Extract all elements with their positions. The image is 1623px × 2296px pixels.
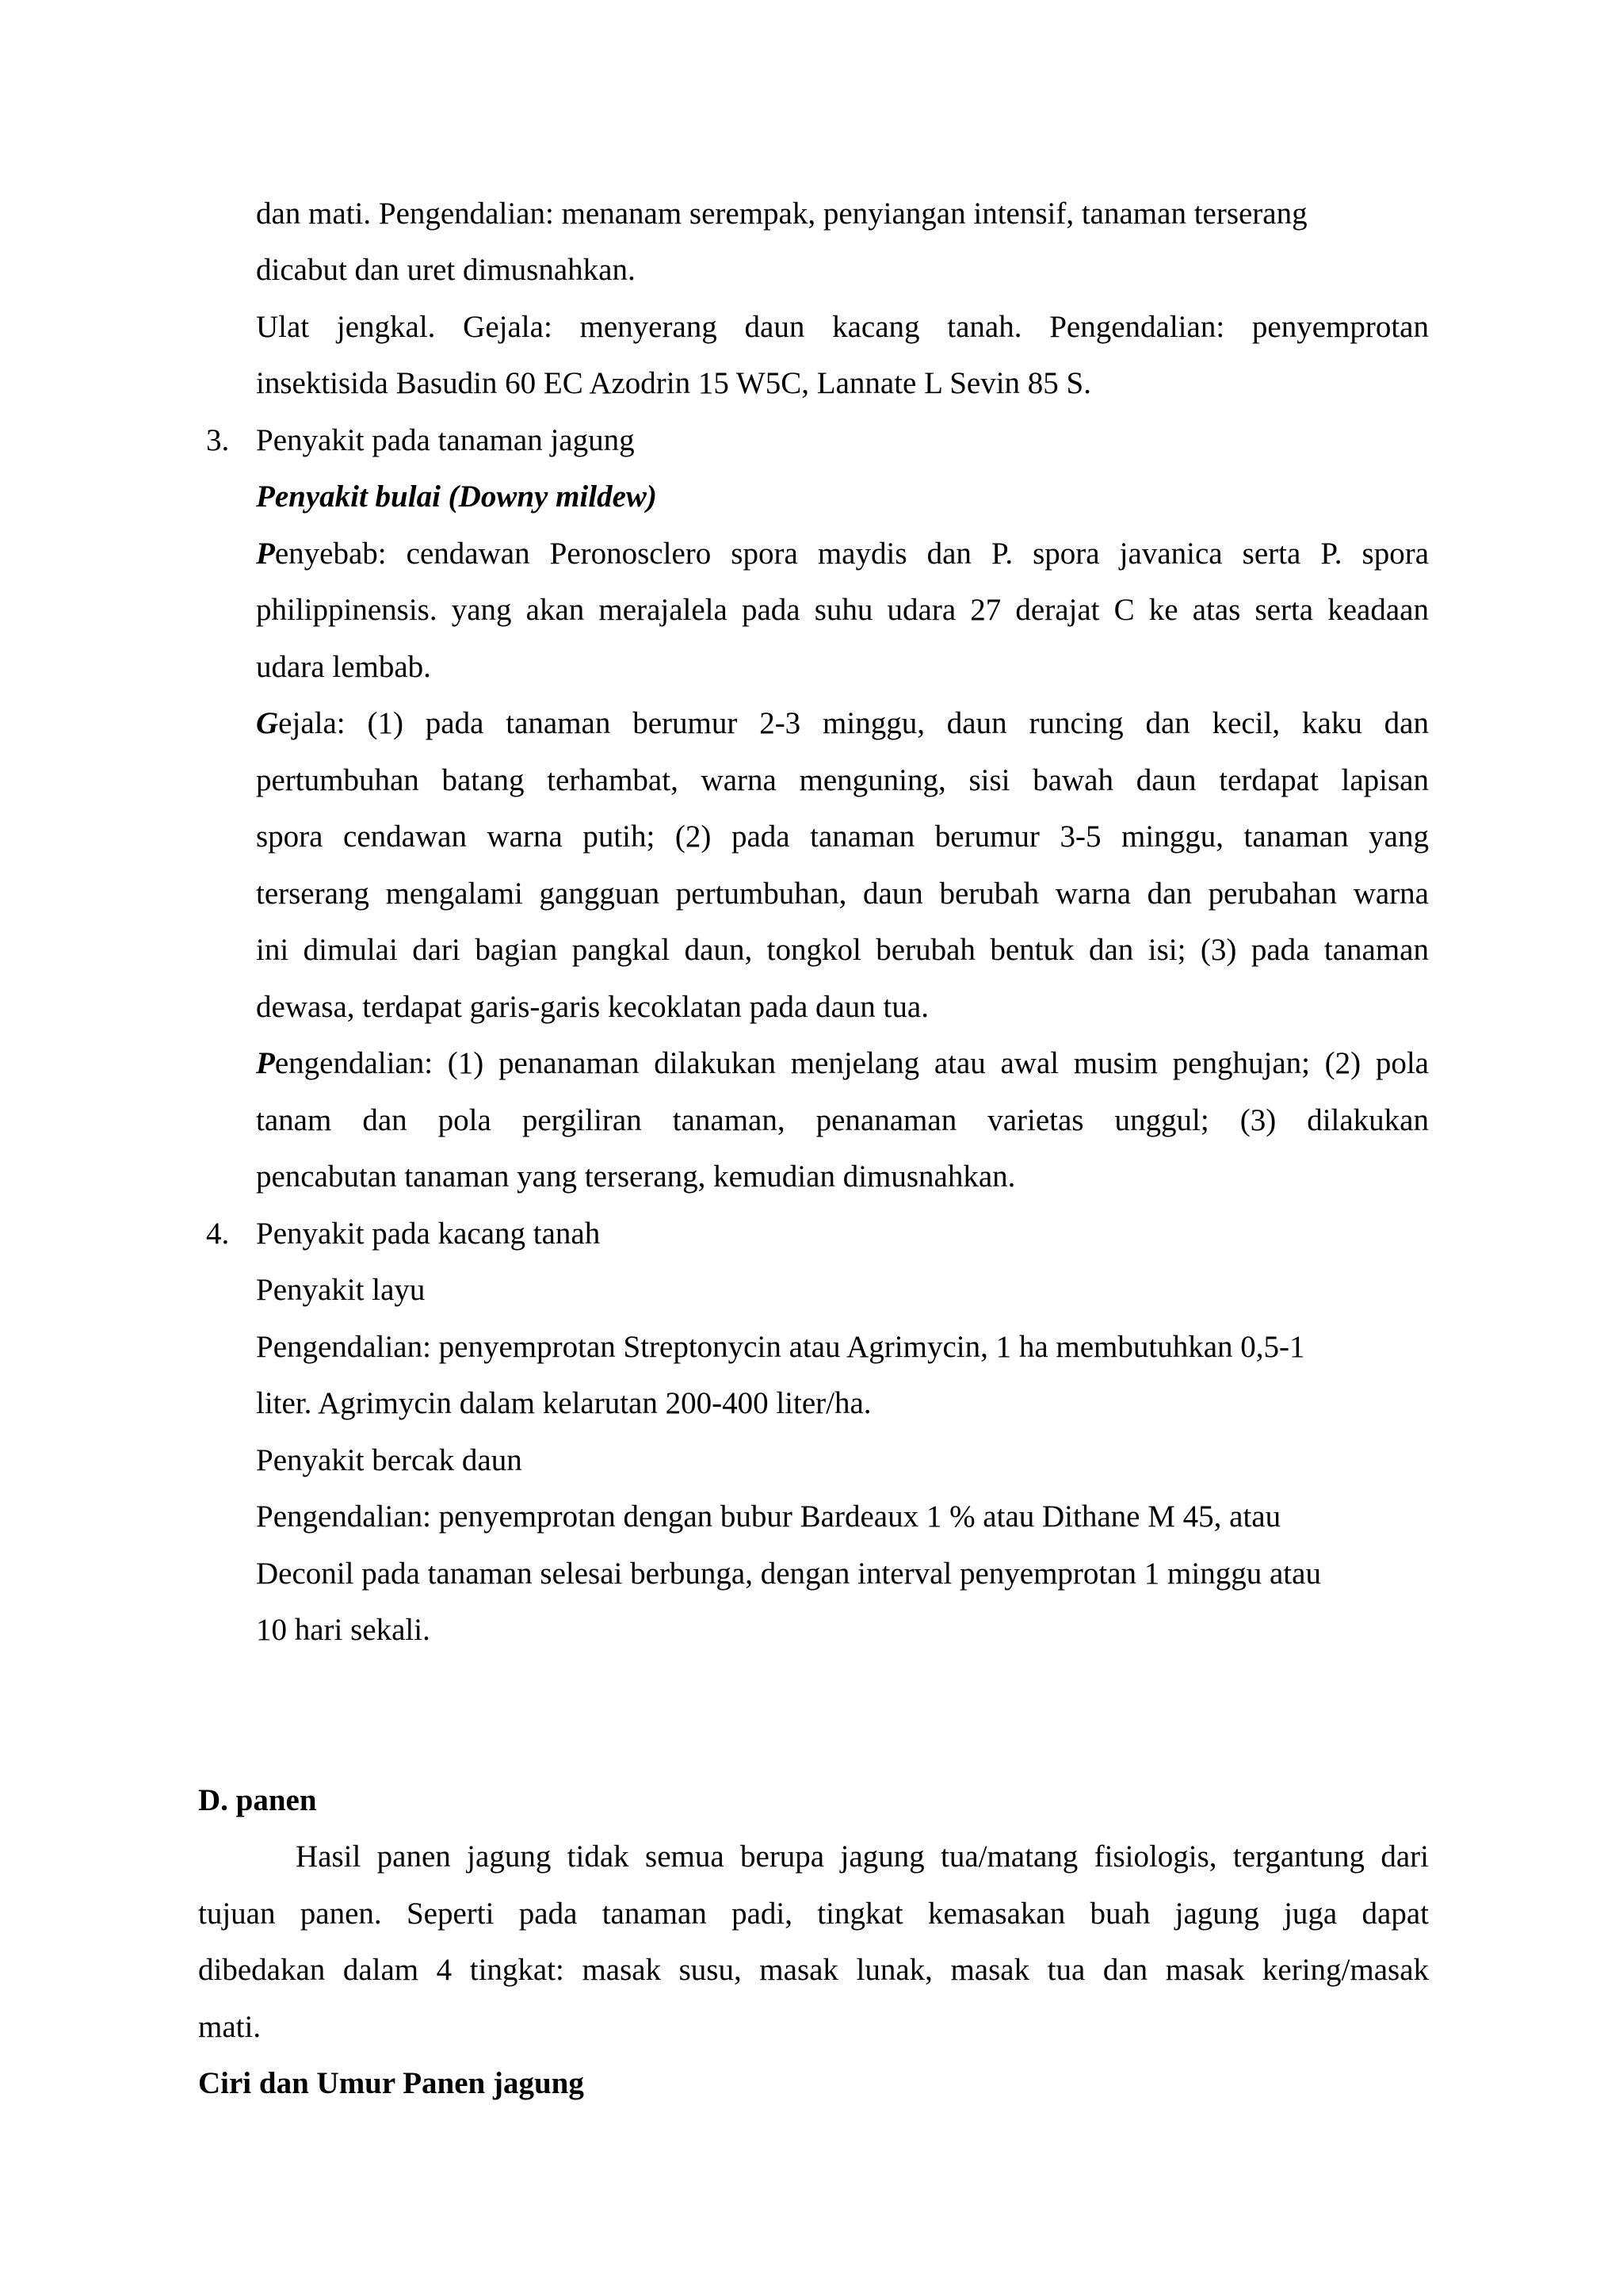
list-heading: Penyakit pada kacang tanah xyxy=(256,1217,601,1251)
text-line: Ulat jengkal. Gejala: menyerang daun kacang tanah. Pengendalian: penyemprotan xyxy=(256,310,1429,344)
text-line: Pengendalian: penyemprotan dengan bubur Bardeaux 1 % atau Dithane M 45, atau xyxy=(256,1499,1281,1534)
list-number: 4. xyxy=(206,1217,230,1251)
initial-letter: P xyxy=(256,1046,275,1080)
text-line: Deconil pada tanaman selesai berbunga, dengan interval penyemprotan 1 minggu atau xyxy=(256,1557,1321,1591)
text-line: ini dimulai dari bagian pangkal daun, tongkol berubah bentuk dan isi; (3) pada tanaman xyxy=(256,933,1429,967)
paragraph-line: Hasil panen jagung tidak semua berupa jagung tua/matang fisiologis, tergantung dari xyxy=(296,1839,1429,1874)
text-span: engendalian: (1) penanaman dilakukan menjelang atau awal musim penghujan; (2) pola xyxy=(274,1046,1429,1080)
text-line: pencabutan tanaman yang terserang, kemudian dimusnahkan. xyxy=(256,1159,1016,1194)
text-line xyxy=(256,535,1429,573)
list-heading: Penyakit pada tanaman jagung xyxy=(256,423,635,457)
section-heading: D. panen xyxy=(198,1783,317,1817)
text-line: tanam dan pola pergiliran tanaman, penanaman varietas unggul; (3) dilakukan xyxy=(256,1103,1429,1137)
text-line: spora cendawan warna putih; (2) pada tanaman berumur 3-5 minggu, tanaman yang xyxy=(256,819,1429,854)
text-line: dewasa, terdapat garis-garis kecoklatan pada daun tua. xyxy=(256,990,929,1024)
text-line: Penyakit layu xyxy=(256,1273,426,1307)
text-line xyxy=(256,705,1429,743)
text-line: 10 hari sekali. xyxy=(256,1613,430,1647)
initial-letter: P xyxy=(256,537,275,571)
disease-heading: Penyakit bulai (Downy mildew) xyxy=(256,479,657,514)
section-heading: Ciri dan Umur Panen jagung xyxy=(198,2066,584,2100)
text-line: insektisida Basudin 60 EC Azodrin 15 W5C, Lannate L Sevin 85 S. xyxy=(256,366,1091,400)
list-number: 3. xyxy=(206,423,230,457)
text-line: pertumbuhan batang terhambat, warna menguning, sisi bawah daun terdapat lapisan xyxy=(256,763,1429,797)
initial-letter: G xyxy=(256,706,279,740)
text-line: dan mati. Pengendalian: menanam serempak, penyiangan intensif, tanaman terserang xyxy=(256,197,1308,231)
text-line: udara lembab. xyxy=(256,650,431,684)
text-line: philippinensis. yang akan merajalela pada suhu udara 27 derajat C ke atas serta keadaan xyxy=(256,593,1429,627)
text-line xyxy=(256,1045,1429,1083)
paragraph-line: tujuan panen. Seperti pada tanaman padi, tingkat kemasakan buah jagung juga dapat xyxy=(198,1897,1429,1931)
text-line: Pengendalian: penyemprotan Streptonycin atau Agrimycin, 1 ha membutuhkan 0,5-1 xyxy=(256,1330,1305,1364)
text-line: dicabut dan uret dimusnahkan. xyxy=(256,253,636,287)
text-span: enyebab: cendawan Peronosclero spora maydis dan P. spora javanica serta P. spora xyxy=(274,537,1429,571)
text-span: ejala: (1) pada tanaman berumur 2-3 minggu, daun runcing dan kecil, kaku dan xyxy=(278,706,1429,740)
paragraph-line: mati. xyxy=(198,2010,262,2044)
paragraph-line: dibedakan dalam 4 tingkat: masak susu, masak lunak, masak tua dan masak kering/masak xyxy=(198,1953,1429,1987)
text-line: Penyakit bercak daun xyxy=(256,1443,522,1477)
text-line: liter. Agrimycin dalam kelarutan 200-400 liter/ha. xyxy=(256,1386,872,1420)
text-line: terserang mengalami gangguan pertumbuhan, daun berubah warna dan perubahan warna xyxy=(256,877,1429,911)
